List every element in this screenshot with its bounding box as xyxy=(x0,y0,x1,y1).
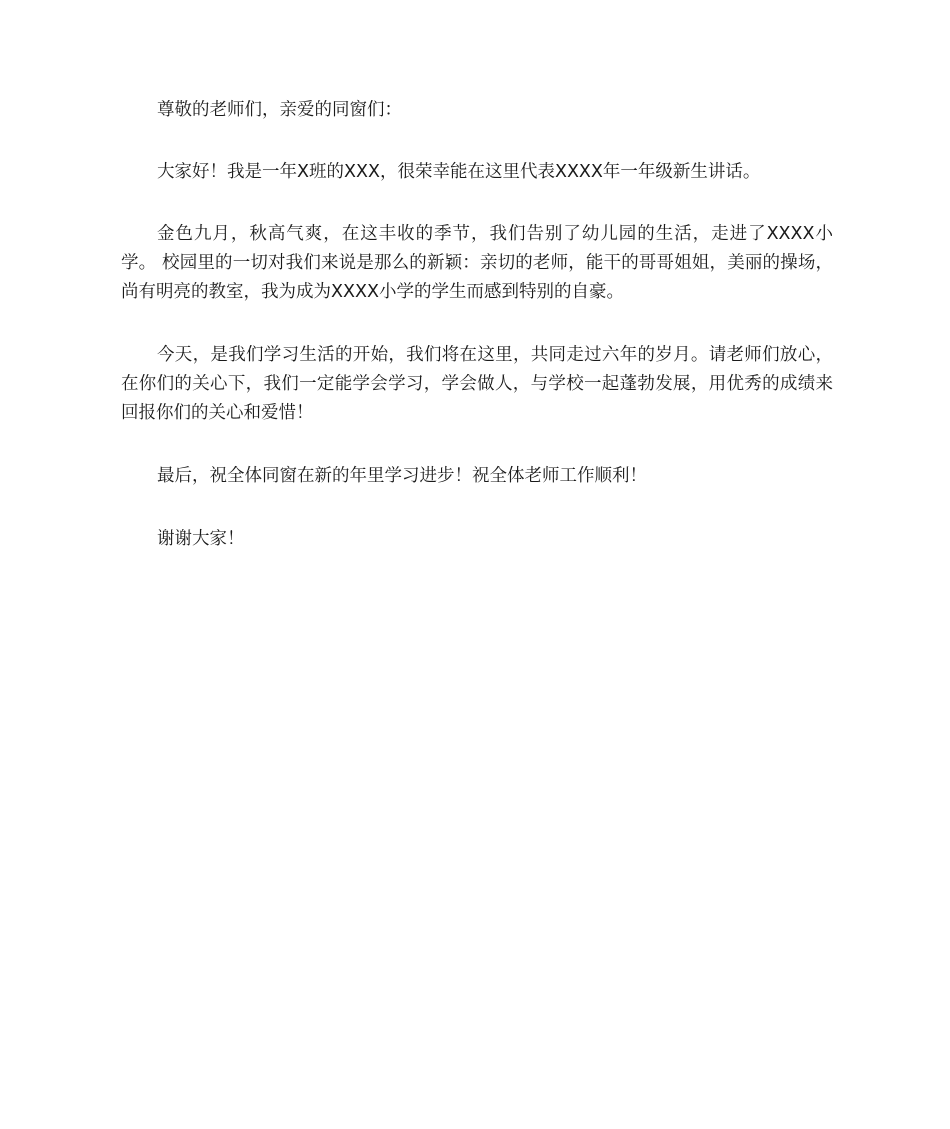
greeting-paragraph: 大家好！我是一年X班的XXX，很荣幸能在这里代表XXXX年一年级新生讲话。 xyxy=(157,162,761,182)
promise-paragraph: 今天，是我们学习生活的开始，我们将在这里，共同走过六年的岁月。请老师们放心，在你们的关心下，我们一定能学会学习，学会做人，与学校一起蓬勃发展，用优秀的成绩来回报你们的关心和爱惜！ xyxy=(121,345,833,423)
wishes-paragraph: 最后，祝全体同窗在新的年里学习进步！祝全体老师工作顺利！ xyxy=(157,466,647,486)
salutation-paragraph: 尊敬的老师们，亲爱的同窗们： xyxy=(157,100,402,120)
school-intro-paragraph: 金色九月，秋高气爽，在这丰收的季节，我们告别了幼儿园的生活，走进了XXXX小学。 校园里的一切对我们来说是那么的新颖：亲切的老师，能干的哥哥姐姐，美丽的操场，尚有明亮的教室，我为成为XXXX小学的学生而感到特别的自豪。 xyxy=(121,224,833,302)
thanks-paragraph: 谢谢大家！ xyxy=(157,529,245,549)
speech-body xyxy=(121,96,833,585)
